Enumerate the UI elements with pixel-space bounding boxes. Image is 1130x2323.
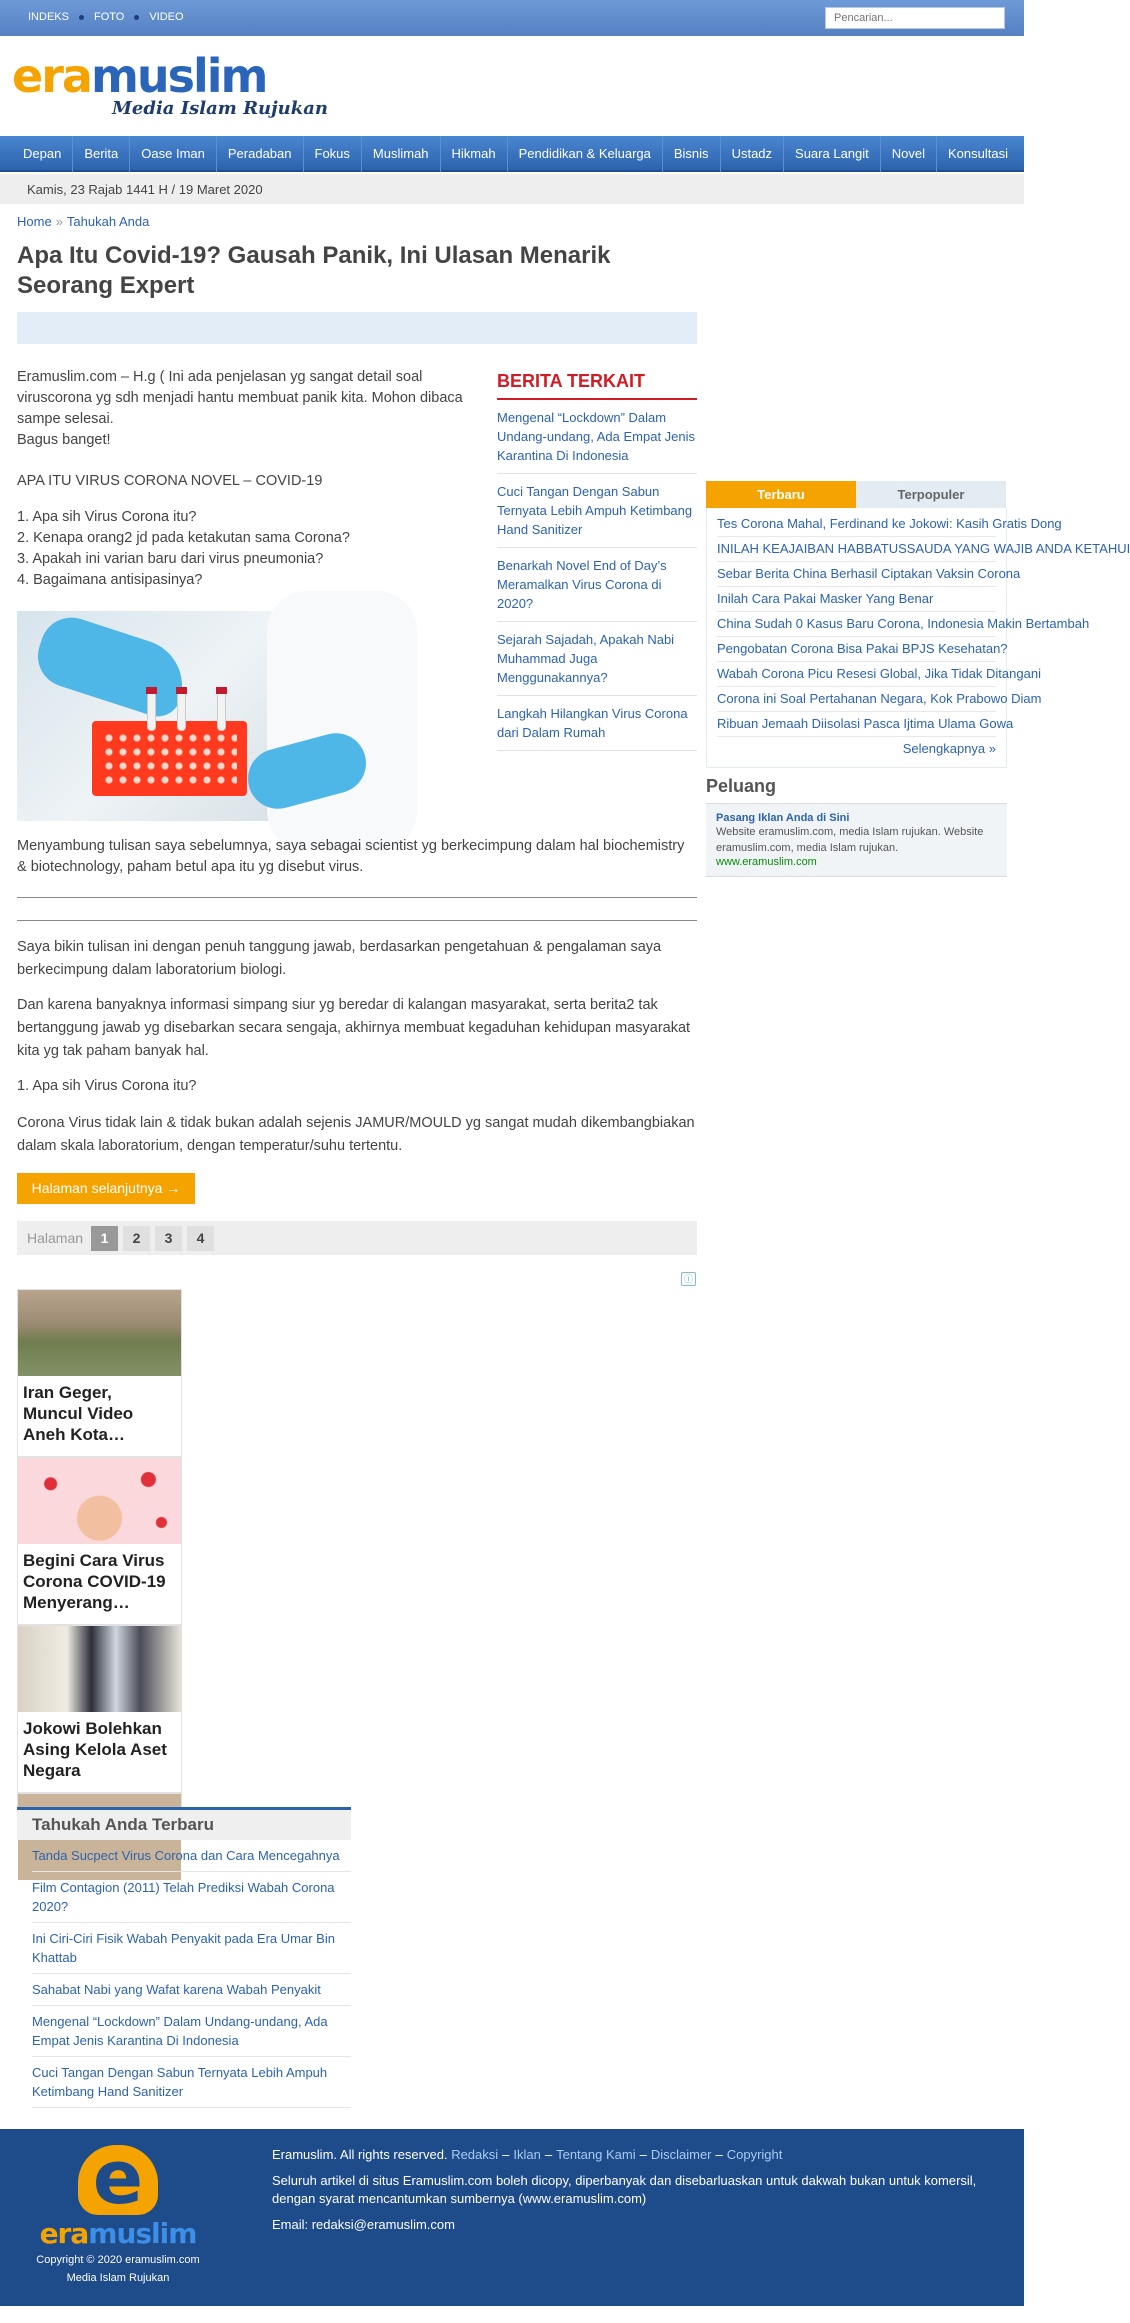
tab-panel bbox=[706, 508, 1130, 768]
ad-card[interactable] bbox=[17, 1289, 182, 1457]
article-paragraph: Dan karena banyaknya informasi simpang siur yg beredar di kalangan masyarakat, serta berita2 tak bertanggung jawab yg disebarkan secara sengaja, akhirnya membuat kegaduhan kehidupan masyarakat kita yg tak paham banyak hal. bbox=[17, 997, 691, 1059]
logo-era: era bbox=[12, 49, 91, 103]
tab-terbaru[interactable]: Terbaru bbox=[706, 481, 856, 508]
ad-card-image bbox=[18, 1458, 181, 1544]
article-paragraph: 1. Apa sih Virus Corona itu? bbox=[17, 1078, 197, 1094]
article-paragraph: Menyambung tulisan saya sebelumnya, saya sebagai scientist yg berkecimpung dalam hal biochemistry & biotechnology, paham betul apa itu yg disebut virus. bbox=[17, 838, 685, 875]
sidebar-tabs bbox=[706, 481, 1130, 768]
more-link[interactable]: Selengkapnya » bbox=[902, 741, 996, 756]
article-title: Apa Itu Covid-19? Gausah Panik, Ini Ulasan Menarik Seorang Expert bbox=[17, 242, 611, 299]
peluang-ad-desc: Website eramuslim.com, media Islam rujukan. Website eramuslim.com, media Islam rujukan. bbox=[716, 826, 984, 854]
footer-logo-e: e bbox=[78, 2145, 158, 2215]
nav-item-depan[interactable]: Depan bbox=[12, 136, 73, 172]
next-page-button[interactable]: Halaman selanjutnya → bbox=[17, 1173, 195, 1204]
nav-item-novel[interactable]: Novel bbox=[881, 136, 937, 172]
separator-dot bbox=[79, 15, 84, 20]
sidebar-news-item[interactable]: Inilah Cara Pakai Masker Yang Benar bbox=[717, 587, 996, 612]
glove-shape bbox=[30, 610, 194, 723]
tube-cap-shape bbox=[176, 687, 187, 694]
sidebar-news-item[interactable]: China Sudah 0 Kasus Baru Corona, Indonesia Makin Bertambah bbox=[717, 612, 996, 637]
nav-item-fokus[interactable]: Fokus bbox=[304, 136, 362, 172]
footer-info bbox=[272, 2146, 1002, 2242]
ad-card-image bbox=[18, 1290, 181, 1376]
tube-cap-shape bbox=[146, 687, 157, 694]
question-item: 2. Kenapa orang2 jd pada ketakutan sama Corona? bbox=[17, 530, 350, 546]
nav-item-peradaban[interactable]: Peradaban bbox=[217, 136, 304, 172]
top-bar bbox=[0, 0, 1024, 36]
ad-card-caption: Iran Geger, Muncul Video Aneh Kota… bbox=[23, 1383, 134, 1444]
current-date: Kamis, 23 Rajab 1441 H / 19 Maret 2020 bbox=[27, 182, 263, 197]
footer-link-tentang-kami[interactable]: Tentang Kami bbox=[556, 2147, 636, 2162]
tab-terpopuler[interactable]: Terpopuler bbox=[856, 481, 1006, 508]
test-tube-rack-shape bbox=[92, 721, 247, 796]
sidebar-news-item[interactable]: Sebar Berita China Berhasil Ciptakan Vaksin Corona bbox=[717, 562, 996, 587]
nav-item-oase-iman[interactable]: Oase Iman bbox=[130, 136, 217, 172]
article-paragraph: Corona Virus tidak lain & tidak bukan adalah sejenis JAMUR/MOULD yg sangat mudah dikembangbiakan dalam skala laboratorium, dengan temperatur/suhu tertentu. bbox=[17, 1115, 695, 1154]
breadcrumb-home[interactable]: Home bbox=[17, 214, 52, 229]
footer-logo-muslim: muslim bbox=[88, 2217, 197, 2250]
nav-item-konsultasi[interactable]: Konsultasi bbox=[948, 146, 1008, 161]
sidebar-news-item[interactable]: Tes Corona Mahal, Ferdinand ke Jokowi: Kasih Gratis Dong bbox=[717, 512, 996, 537]
sidebar-news-item[interactable]: Corona ini Soal Pertahanan Negara, Kok Prabowo Diam bbox=[717, 687, 996, 712]
intro-line: Eramuslim.com – H.g ( Ini ada penjelasan yg sangat detail soal viruscorona yg sdh menjadi hantu membuat panik kita. Mohon dibaca sampe selesai. bbox=[17, 369, 463, 427]
related-item[interactable]: Mengenal “Lockdown” Dalam Undang-undang, Ada Empat Jenis Karantina Di Indonesia bbox=[497, 400, 697, 474]
nav-item-suara-langit[interactable]: Suara Langit bbox=[784, 136, 881, 172]
peluang-widget bbox=[706, 776, 1007, 877]
test-tube-shape bbox=[177, 691, 186, 731]
page-3-button[interactable]: 3 bbox=[155, 1226, 182, 1251]
question-item: 3. Apakah ini varian baru dari virus pneumonia? bbox=[17, 551, 324, 567]
related-news bbox=[497, 371, 697, 751]
ad-card-caption: Jokowi Bolehkan Asing Kelola Aset Negara bbox=[23, 1719, 167, 1780]
article-paragraph: Saya bikin tulisan ini dengan penuh tanggung jawab, berdasarkan pengetahuan & pengalaman saya berkecimpung dalam laboratorium biologi. bbox=[17, 939, 662, 978]
nav-item-muslimah[interactable]: Muslimah bbox=[362, 136, 441, 172]
nav-item-berita[interactable]: Berita bbox=[73, 136, 130, 172]
footer-rights: Eramuslim. All rights reserved. bbox=[272, 2147, 448, 2162]
footer-logo-era: era bbox=[39, 2217, 89, 2250]
nav-item-hikmah[interactable]: Hikmah bbox=[441, 136, 508, 172]
related-item[interactable]: Langkah Hilangkan Virus Corona dari Dalam Rumah bbox=[497, 696, 697, 751]
question-item: 1. Apa sih Virus Corona itu? bbox=[17, 509, 197, 525]
adchoices-icon[interactable]: ⓘ bbox=[681, 1272, 696, 1286]
ad-strip bbox=[17, 312, 697, 344]
breadcrumb bbox=[17, 214, 149, 229]
ad-card-image bbox=[18, 1626, 181, 1712]
ad-card-partial bbox=[17, 1793, 182, 1807]
article-image bbox=[17, 611, 392, 821]
footer-link-iklan[interactable]: Iklan bbox=[513, 2147, 541, 2162]
tube-cap-shape bbox=[216, 687, 227, 694]
related-item[interactable]: Sejarah Sajadah, Apakah Nabi Muhammad Juga Menggunakannya? bbox=[497, 622, 697, 696]
peluang-ad-title[interactable]: Pasang Iklan Anda di Sini bbox=[716, 812, 850, 824]
sidebar-news-item[interactable]: Ribuan Jemaah Diisolasi Pasca Ijtima Ulama Gowa bbox=[717, 712, 996, 737]
footer-link-sep: – bbox=[639, 2147, 647, 2162]
tahukah-widget bbox=[17, 1807, 351, 2108]
test-tube-shape bbox=[217, 691, 226, 731]
test-tube-shape bbox=[147, 691, 156, 731]
tahukah-item[interactable]: Cuci Tangan Dengan Sabun Ternyata Lebih Ampuh Ketimbang Hand Sanitizer bbox=[32, 2057, 351, 2108]
top-link-video[interactable]: VIDEO bbox=[149, 11, 184, 23]
footer-email[interactable]: Email: redaksi@eramuslim.com bbox=[272, 2217, 455, 2232]
question-list bbox=[17, 507, 477, 591]
footer-tagline: Media Islam Rujukan bbox=[66, 2272, 170, 2284]
logo-tagline: Media Islam Rujukan bbox=[112, 98, 328, 119]
footer-link-copyright[interactable]: Copyright bbox=[726, 2147, 783, 2162]
related-title: BERITA TERKAIT bbox=[497, 371, 697, 400]
search-input[interactable] bbox=[825, 7, 1005, 29]
separator-dot bbox=[134, 15, 139, 20]
ad-card-caption: Begini Cara Virus Corona COVID-19 Menyerang… bbox=[23, 1551, 166, 1612]
footer-link-redaksi[interactable]: Redaksi bbox=[451, 2147, 499, 2162]
site-footer bbox=[0, 2129, 1024, 2306]
top-link-foto[interactable]: FOTO bbox=[93, 11, 125, 23]
related-item[interactable]: Cuci Tangan Dengan Sabun Ternyata Lebih Ampuh Ketimbang Hand Sanitizer bbox=[497, 474, 697, 548]
tahukah-item[interactable]: Sahabat Nabi yang Wafat karena Wabah Penyakit bbox=[32, 1974, 351, 2006]
ad-card[interactable] bbox=[17, 1457, 182, 1625]
top-links bbox=[28, 11, 184, 23]
tahukah-item[interactable]: Mengenal “Lockdown” Dalam Undang-undang, Ada Empat Jenis Karantina Di Indonesia bbox=[32, 2006, 351, 2057]
sidebar-news-item[interactable]: Pengobatan Corona Bisa Pakai BPJS Kesehatan? bbox=[717, 637, 996, 662]
peluang-ad-url[interactable]: www.eramuslim.com bbox=[716, 856, 817, 868]
footer-copyright: Copyright © 2020 eramuslim.com bbox=[36, 2254, 200, 2266]
nav-item-pendidikan[interactable]: Pendidikan & Keluarga bbox=[508, 136, 663, 172]
tahukah-item[interactable]: Tanda Sucpect Virus Corona dan Cara Mencegahnya bbox=[32, 1840, 351, 1872]
page-4-button[interactable]: 4 bbox=[187, 1226, 214, 1251]
breadcrumb-sep: » bbox=[55, 214, 63, 229]
tahukah-item[interactable]: Film Contagion (2011) Telah Prediksi Wabah Corona 2020? bbox=[32, 1872, 351, 1923]
footer-logo bbox=[18, 2135, 218, 2286]
tahukah-title: Tahukah Anda Terbaru bbox=[17, 1807, 351, 1840]
article-intro bbox=[17, 367, 477, 451]
nav-item-bisnis[interactable]: Bisnis bbox=[663, 136, 721, 172]
related-item[interactable]: Benarkah Novel End of Day’s Meramalkan Virus Corona di 2020? bbox=[497, 548, 697, 622]
footer-link-sep: – bbox=[502, 2147, 510, 2162]
ad-card[interactable] bbox=[17, 1625, 182, 1793]
footer-link-disclaimer[interactable]: Disclaimer bbox=[650, 2147, 712, 2162]
date-bar bbox=[0, 174, 1024, 204]
pagination-label: Halaman bbox=[27, 1230, 84, 1246]
sidebar-news-item[interactable]: INILAH KEAJAIBAN HABBATUSSAUDA YANG WAJIB ANDA KETAHUI bbox=[717, 537, 996, 562]
nav-item-ustadz[interactable]: Ustadz bbox=[721, 136, 784, 172]
lab-coat-shape bbox=[267, 591, 417, 851]
pagination bbox=[17, 1221, 697, 1255]
site-header bbox=[0, 36, 1024, 136]
main-nav bbox=[0, 136, 1024, 172]
divider bbox=[17, 897, 697, 898]
page-1-button[interactable]: 1 bbox=[91, 1226, 118, 1251]
intro-line: Bagus banget! bbox=[17, 432, 111, 448]
footer-link-sep: – bbox=[715, 2147, 723, 2162]
sidebar-news-item[interactable]: Wabah Corona Picu Resesi Global, Jika Tidak Ditangani bbox=[717, 662, 996, 687]
peluang-ad[interactable] bbox=[706, 804, 1007, 877]
article-heading: APA ITU VIRUS CORONA NOVEL – COVID-19 bbox=[17, 473, 323, 489]
question-item: 4. Bagaimana antisipasinya? bbox=[17, 572, 203, 588]
tahukah-item[interactable]: Ini Ciri-Ciri Fisik Wabah Penyakit pada Era Umar Bin Khattab bbox=[32, 1923, 351, 1974]
breadcrumb-section[interactable]: Tahukah Anda bbox=[66, 214, 150, 229]
divider bbox=[17, 920, 697, 921]
footer-notice: Seluruh artikel di situs Eramuslim.com boleh dicopy, diperbanyak dan disebarluaskan untuk dakwah bukan untuk komersil, dengan syarat mencantumkan sumbernya (www.eramuslim.com) bbox=[272, 2173, 977, 2206]
site-logo[interactable] bbox=[12, 49, 332, 122]
peluang-title: Peluang bbox=[706, 776, 1007, 804]
top-link-indeks[interactable]: INDEKS bbox=[28, 11, 69, 23]
page-2-button[interactable]: 2 bbox=[123, 1226, 150, 1251]
logo-muslim: muslim bbox=[90, 49, 267, 103]
footer-link-sep: – bbox=[544, 2147, 553, 2162]
